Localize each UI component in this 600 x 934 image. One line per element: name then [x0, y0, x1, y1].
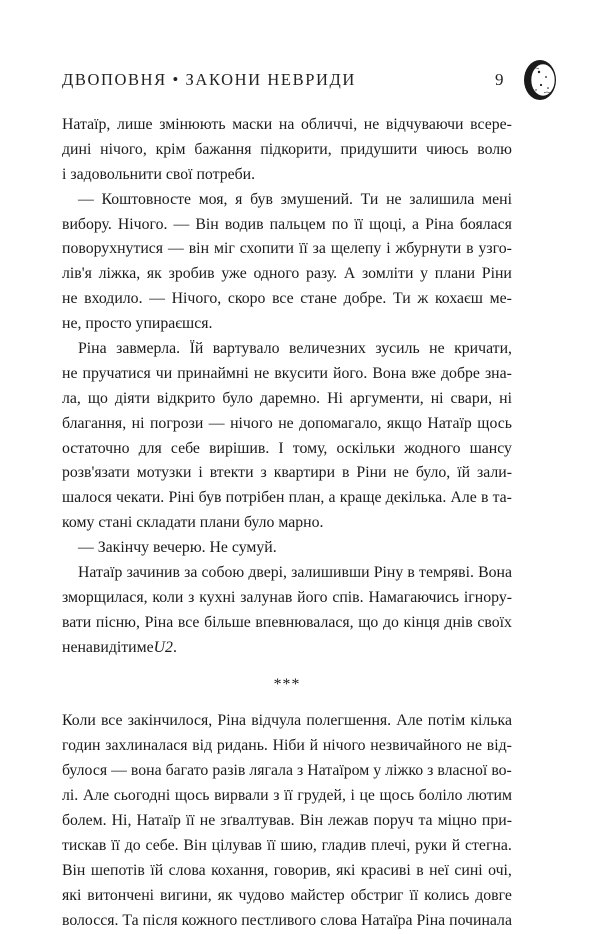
- text-line: не входило. — Нічого, скоро все стане добре. Ти ж кохаєш ме-: [62, 290, 512, 308]
- text-line: вибору. Нічого. — Він водив пальцем по її щоці, а Ріна боялася: [62, 215, 512, 233]
- text-line: [62, 636, 512, 661]
- text-line: ла, що діяти відкрито було даремно. Ні аргументи, ні свари, ні: [62, 389, 512, 407]
- text-line: остаточно для себе вирішив. І тому, оскільки жодного шансу: [62, 439, 512, 457]
- text-line: лі. Але сьогодні щось вирвали з її грудей, і це щось боліло лютим: [62, 787, 512, 805]
- text-line: вати пісню, Ріна все більше впевнювалася, що до кінця днів своїх: [62, 613, 512, 631]
- page-number: 9: [495, 70, 504, 89]
- text-line: зморщилася, коли з кухні залунав його спів. Намагаючись ігнору-: [62, 588, 512, 606]
- running-head: ДВОПОВНЯ • ЗАКОНИ НЕВРИДИ: [62, 70, 356, 89]
- text-line: Коли все закінчилося, Ріна відчула полегшення. Але потім кілька: [62, 712, 512, 730]
- text-line: кому стані складати плани було марно.: [62, 514, 324, 532]
- text-line: не, просто упираєшся.: [62, 315, 213, 333]
- body-text: [62, 113, 512, 934]
- text-line-prefix: ненавидітиме: [62, 638, 154, 656]
- paragraphs-before-break: [62, 113, 512, 636]
- text-line: поворухнутися — він міг схопити її за щелепу і жбурнути в узго-: [62, 240, 512, 258]
- italic-band-name: U2: [153, 638, 173, 656]
- text-line: — Коштовносте моя, я був змушений. Ти не залишила мені: [78, 190, 512, 208]
- text-line: — Закінчу вечерю. Не сумуй.: [78, 539, 277, 557]
- text-line: тискав її до себе. Він цілував її шию, гладив плечі, руки й стегна.: [62, 836, 512, 854]
- text-line: волосся. Та після кожного пестливого слова Натаїра Ріна починала: [62, 911, 512, 929]
- text-line: Він шепотів їй слова кохання, говорив, які красиві в неї сині очі,: [62, 861, 512, 879]
- text-line: і задовольнити свої потреби.: [62, 165, 256, 183]
- text-line: шалося чекати. Ріні був потрібен план, а краще декілька. Але в та-: [62, 489, 512, 507]
- paragraphs-after-break: [62, 709, 512, 933]
- crescent-moon-icon: [522, 57, 558, 103]
- text-line: лів'я ліжка, як зробив уже одного разу. А зомліти у плани Ріни: [62, 265, 512, 283]
- text-line: не пручатися чи принаймні не вкусити його. Вона вже добре зна-: [62, 364, 512, 382]
- text-line: болем. Ні, Натаїр її не зґвалтував. Він лежав поруч та міцно при-: [62, 812, 512, 830]
- text-line: які витончені вигини, як чудово майстер обстриг її колись довге: [62, 886, 512, 904]
- text-line: Ріна завмерла. Їй вартувало величезних зусиль не кричати,: [78, 340, 512, 358]
- text-line: благання, ні погрози — нічого не допомагало, якщо Натаїр щось: [62, 414, 512, 432]
- text-line: Натаїр зачинив за собою двері, залишивши Ріну в темряві. Вона: [78, 564, 512, 582]
- text-line: розв'язати мотузки і втекти з квартири в Ріни не було, їй зали-: [62, 464, 512, 482]
- text-line: Натаїр, лише змінюють маски на обличчі, не відчуваючи всере-: [62, 116, 512, 133]
- scene-break: ***: [273, 675, 301, 693]
- text-line: булося — вона багато разів лягала з Натаїром у ліжко з власної во-: [62, 762, 512, 780]
- text-line-suffix: .: [172, 638, 177, 656]
- text-line: годин захлиналася від ридань. Ніби й нічого незвичайного не від-: [62, 737, 512, 755]
- text-line: дині нічого, крім бажання підкорити, придушити чиюсь волю: [62, 140, 512, 158]
